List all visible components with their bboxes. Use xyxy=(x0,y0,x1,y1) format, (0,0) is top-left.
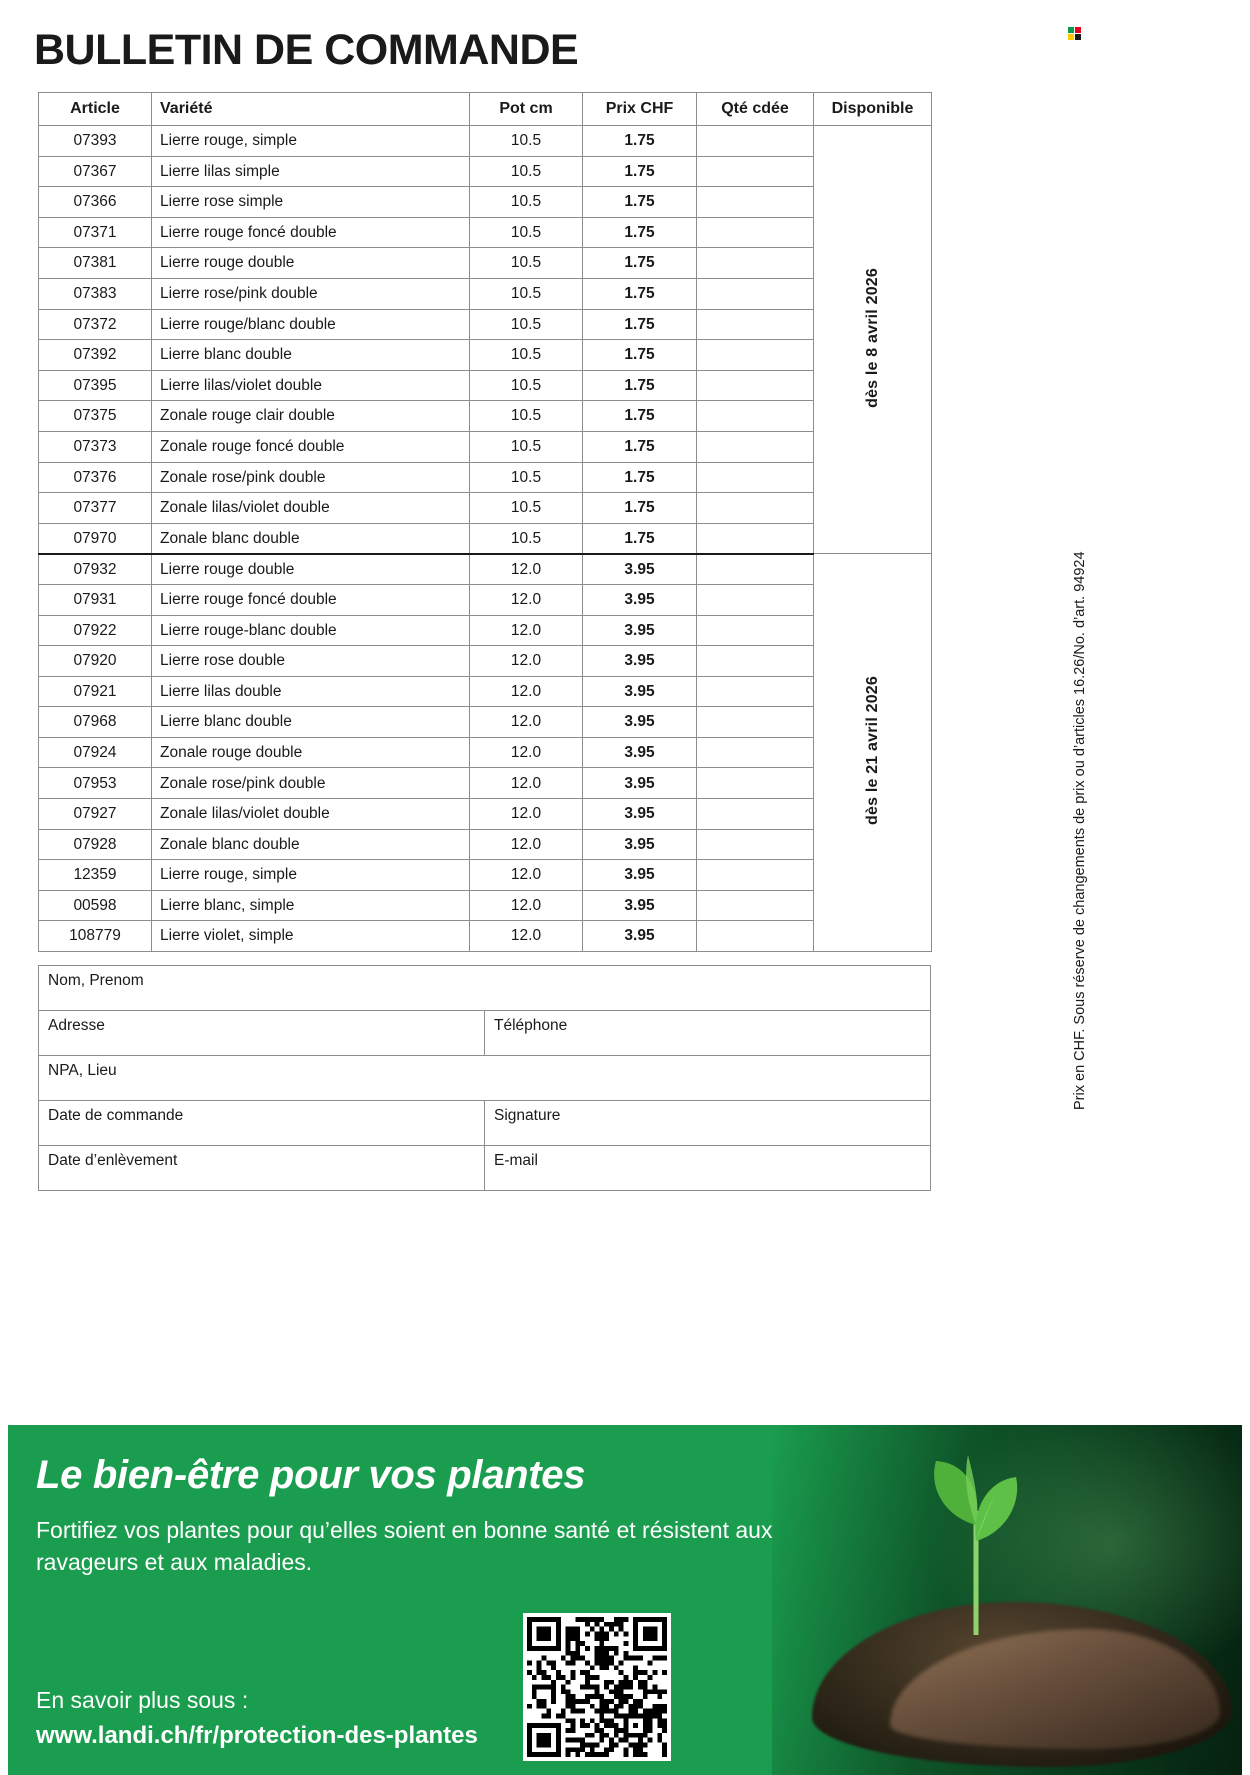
cell-prix: 1.75 xyxy=(583,187,697,218)
table-row xyxy=(39,340,932,371)
cell-article: 07366 xyxy=(39,187,152,218)
cell-prix: 1.75 xyxy=(583,156,697,187)
cell-qty-input[interactable] xyxy=(697,156,814,187)
form-row-name xyxy=(39,966,931,1011)
cell-prix: 3.95 xyxy=(583,646,697,677)
cell-pot: 10.5 xyxy=(470,493,583,524)
cell-pot: 10.5 xyxy=(470,401,583,432)
cell-qty-input[interactable] xyxy=(697,493,814,524)
field-signature[interactable]: Signature xyxy=(485,1101,931,1146)
cell-pot: 12.0 xyxy=(470,890,583,921)
cell-qty-input[interactable] xyxy=(697,217,814,248)
table-row xyxy=(39,523,932,554)
cell-article: 07927 xyxy=(39,799,152,830)
cell-article: 07968 xyxy=(39,707,152,738)
cell-article: 07932 xyxy=(39,554,152,585)
cell-pot: 12.0 xyxy=(470,799,583,830)
table-row xyxy=(39,309,932,340)
header-pot: Pot cm xyxy=(470,93,583,126)
cell-article: 07377 xyxy=(39,493,152,524)
cell-pot: 10.5 xyxy=(470,156,583,187)
cell-prix: 1.75 xyxy=(583,126,697,157)
cell-disponible xyxy=(814,126,932,554)
field-email[interactable]: E-mail xyxy=(485,1146,931,1191)
cell-qty-input[interactable] xyxy=(697,248,814,279)
cell-qty-input[interactable] xyxy=(697,309,814,340)
table-row xyxy=(39,890,932,921)
cell-article: 07373 xyxy=(39,431,152,462)
cell-variete: Zonale rose/pink double xyxy=(152,768,470,799)
header-article: Article xyxy=(39,93,152,126)
cell-prix: 1.75 xyxy=(583,340,697,371)
table-row xyxy=(39,370,932,401)
cell-article: 07371 xyxy=(39,217,152,248)
cell-qty-input[interactable] xyxy=(697,676,814,707)
cell-qty-input[interactable] xyxy=(697,737,814,768)
field-date-commande[interactable]: Date de commande xyxy=(39,1101,485,1146)
cell-variete: Lierre rouge foncé double xyxy=(152,217,470,248)
header-prix: Prix CHF xyxy=(583,93,697,126)
cell-variete: Lierre rose/pink double xyxy=(152,278,470,309)
cell-pot: 12.0 xyxy=(470,676,583,707)
cell-article: 108779 xyxy=(39,921,152,952)
cell-qty-input[interactable] xyxy=(697,768,814,799)
cell-variete: Zonale blanc double xyxy=(152,523,470,554)
header-variete: Variété xyxy=(152,93,470,126)
cell-prix: 3.95 xyxy=(583,921,697,952)
cell-prix: 3.95 xyxy=(583,554,697,585)
cell-article: 07931 xyxy=(39,584,152,615)
cell-variete: Zonale rouge foncé double xyxy=(152,431,470,462)
availability-label: dès le 21 avril 2026 xyxy=(863,676,881,826)
promo-subtitle: Fortifiez vos plantes pour qu’elles soient en bonne santé et résistent aux ravageurs et aux maladies. xyxy=(36,1517,773,1575)
cell-pot: 12.0 xyxy=(470,768,583,799)
table-row xyxy=(39,156,932,187)
cell-pot: 10.5 xyxy=(470,217,583,248)
cell-pot: 12.0 xyxy=(470,860,583,891)
cell-variete: Zonale lilas/violet double xyxy=(152,493,470,524)
cell-prix: 1.75 xyxy=(583,401,697,432)
cell-qty-input[interactable] xyxy=(697,126,814,157)
cell-article: 07953 xyxy=(39,768,152,799)
promo-url[interactable]: www.landi.ch/fr/protection-des-plantes xyxy=(36,1722,478,1749)
cell-prix: 3.95 xyxy=(583,860,697,891)
table-row xyxy=(39,126,932,157)
cell-pot: 12.0 xyxy=(470,554,583,585)
color-registration-mark xyxy=(1068,27,1081,40)
cell-prix: 3.95 xyxy=(583,584,697,615)
cell-variete: Zonale rose/pink double xyxy=(152,462,470,493)
cell-qty-input[interactable] xyxy=(697,921,814,952)
cell-pot: 10.5 xyxy=(470,370,583,401)
cell-pot: 12.0 xyxy=(470,646,583,677)
cell-article: 07928 xyxy=(39,829,152,860)
cell-prix: 1.75 xyxy=(583,493,697,524)
cell-article: 07395 xyxy=(39,370,152,401)
table-row xyxy=(39,217,932,248)
cell-prix: 3.95 xyxy=(583,768,697,799)
promo-banner xyxy=(8,1425,1242,1775)
cell-pot: 10.5 xyxy=(470,431,583,462)
header-disponible: Disponible xyxy=(814,93,932,126)
cell-variete: Zonale blanc double xyxy=(152,829,470,860)
cell-prix: 1.75 xyxy=(583,217,697,248)
cell-article: 07376 xyxy=(39,462,152,493)
cell-qty-input[interactable] xyxy=(697,523,814,554)
cell-pot: 10.5 xyxy=(470,248,583,279)
field-date-enlevement[interactable]: Date d’enlèvement xyxy=(39,1146,485,1191)
cell-qty-input[interactable] xyxy=(697,829,814,860)
form-row-order-date xyxy=(39,1101,931,1146)
cell-pot: 10.5 xyxy=(470,462,583,493)
cell-prix: 1.75 xyxy=(583,309,697,340)
cell-variete: Lierre blanc double xyxy=(152,340,470,371)
cell-variete: Zonale lilas/violet double xyxy=(152,799,470,830)
cell-article: 07921 xyxy=(39,676,152,707)
table-row xyxy=(39,829,932,860)
cell-prix: 3.95 xyxy=(583,676,697,707)
cell-qty-input[interactable] xyxy=(697,370,814,401)
table-row xyxy=(39,431,932,462)
cell-qty-input[interactable] xyxy=(697,401,814,432)
table-row xyxy=(39,921,932,952)
sprout-icon xyxy=(906,1445,1046,1635)
order-table xyxy=(38,92,932,952)
cell-qty-input[interactable] xyxy=(697,278,814,309)
field-npa-lieu[interactable]: NPA, Lieu xyxy=(39,1056,931,1101)
cell-pot: 12.0 xyxy=(470,707,583,738)
cell-variete: Lierre lilas simple xyxy=(152,156,470,187)
cell-pot: 12.0 xyxy=(470,737,583,768)
cell-prix: 1.75 xyxy=(583,462,697,493)
table-row xyxy=(39,615,932,646)
customer-form-table xyxy=(38,965,931,1191)
table-row xyxy=(39,707,932,738)
cell-qty-input[interactable] xyxy=(697,615,814,646)
cell-qty-input[interactable] xyxy=(697,707,814,738)
cell-variete: Lierre lilas/violet double xyxy=(152,370,470,401)
cell-variete: Lierre violet, simple xyxy=(152,921,470,952)
cell-pot: 10.5 xyxy=(470,187,583,218)
cell-qty-input[interactable] xyxy=(697,340,814,371)
cell-prix: 3.95 xyxy=(583,829,697,860)
availability-label: dès le 8 avril 2026 xyxy=(863,267,881,408)
table-row xyxy=(39,278,932,309)
cell-qty-input[interactable] xyxy=(697,799,814,830)
table-row xyxy=(39,248,932,279)
page-title: BULLETIN DE COMMANDE xyxy=(34,26,579,74)
table-row xyxy=(39,462,932,493)
cell-article: 07920 xyxy=(39,646,152,677)
cell-article: 07381 xyxy=(39,248,152,279)
form-row-pickup-date xyxy=(39,1146,931,1191)
cell-prix: 3.95 xyxy=(583,890,697,921)
cell-variete: Zonale rouge double xyxy=(152,737,470,768)
cell-qty-input[interactable] xyxy=(697,860,814,891)
cell-variete: Lierre rose simple xyxy=(152,187,470,218)
cell-article: 07367 xyxy=(39,156,152,187)
cell-variete: Zonale rouge clair double xyxy=(152,401,470,432)
legal-disclaimer: Prix en CHF. Sous réserve de changements de prix ou d’articles 16.26/No. d’art. 94924 xyxy=(1072,551,1088,1110)
cell-variete: Lierre blanc, simple xyxy=(152,890,470,921)
cell-article: 07372 xyxy=(39,309,152,340)
cell-variete: Lierre lilas double xyxy=(152,676,470,707)
cell-article: 07922 xyxy=(39,615,152,646)
cell-pot: 10.5 xyxy=(470,126,583,157)
cell-article: 07383 xyxy=(39,278,152,309)
field-adresse[interactable]: Adresse xyxy=(39,1011,485,1056)
cell-qty-input[interactable] xyxy=(697,431,814,462)
cell-qty-input[interactable] xyxy=(697,187,814,218)
cell-variete: Lierre rouge, simple xyxy=(152,860,470,891)
table-row xyxy=(39,646,932,677)
cell-qty-input[interactable] xyxy=(697,646,814,677)
cell-prix: 3.95 xyxy=(583,799,697,830)
cell-article: 07375 xyxy=(39,401,152,432)
cell-qty-input[interactable] xyxy=(697,554,814,585)
cell-prix: 3.95 xyxy=(583,707,697,738)
field-nom-prenom[interactable]: Nom, Prenom xyxy=(39,966,931,1011)
cell-article: 07924 xyxy=(39,737,152,768)
table-row xyxy=(39,584,932,615)
table-row xyxy=(39,799,932,830)
cell-prix: 3.95 xyxy=(583,615,697,646)
cell-prix: 1.75 xyxy=(583,523,697,554)
cell-prix: 1.75 xyxy=(583,248,697,279)
table-row xyxy=(39,676,932,707)
cell-pot: 10.5 xyxy=(470,309,583,340)
cell-pot: 12.0 xyxy=(470,829,583,860)
cell-pot: 12.0 xyxy=(470,615,583,646)
cell-article: 07970 xyxy=(39,523,152,554)
field-telephone[interactable]: Téléphone xyxy=(485,1011,931,1056)
promo-more-label: En savoir plus sous : xyxy=(36,1687,249,1713)
qr-code[interactable] xyxy=(523,1613,671,1761)
cell-article: 12359 xyxy=(39,860,152,891)
cell-variete: Lierre rouge-blanc double xyxy=(152,615,470,646)
form-row-address xyxy=(39,1011,931,1056)
form-row-npa xyxy=(39,1056,931,1101)
cell-pot: 10.5 xyxy=(470,523,583,554)
table-row xyxy=(39,554,932,585)
table-row xyxy=(39,401,932,432)
cell-qty-input[interactable] xyxy=(697,462,814,493)
cell-variete: Lierre rouge, simple xyxy=(152,126,470,157)
cell-variete: Lierre rouge double xyxy=(152,554,470,585)
cell-qty-input[interactable] xyxy=(697,584,814,615)
cell-disponible xyxy=(814,554,932,952)
cell-pot: 10.5 xyxy=(470,278,583,309)
cell-qty-input[interactable] xyxy=(697,890,814,921)
cell-article: 07393 xyxy=(39,126,152,157)
header-qte: Qté cdée xyxy=(697,93,814,126)
table-row xyxy=(39,737,932,768)
cell-article: 00598 xyxy=(39,890,152,921)
cell-variete: Lierre rose double xyxy=(152,646,470,677)
cell-variete: Lierre rouge foncé double xyxy=(152,584,470,615)
cell-prix: 1.75 xyxy=(583,278,697,309)
table-row xyxy=(39,493,932,524)
cell-pot: 12.0 xyxy=(470,584,583,615)
cell-prix: 1.75 xyxy=(583,370,697,401)
cell-prix: 1.75 xyxy=(583,431,697,462)
table-row xyxy=(39,860,932,891)
cell-variete: Lierre blanc double xyxy=(152,707,470,738)
promo-title: Le bien-être pour vos plantes xyxy=(36,1453,586,1497)
cell-pot: 12.0 xyxy=(470,921,583,952)
table-header-row xyxy=(39,93,932,126)
cell-article: 07392 xyxy=(39,340,152,371)
order-table-body xyxy=(39,126,932,952)
cell-prix: 3.95 xyxy=(583,737,697,768)
cell-variete: Lierre rouge double xyxy=(152,248,470,279)
table-row xyxy=(39,768,932,799)
cell-variete: Lierre rouge/blanc double xyxy=(152,309,470,340)
cell-pot: 10.5 xyxy=(470,340,583,371)
table-row xyxy=(39,187,932,218)
